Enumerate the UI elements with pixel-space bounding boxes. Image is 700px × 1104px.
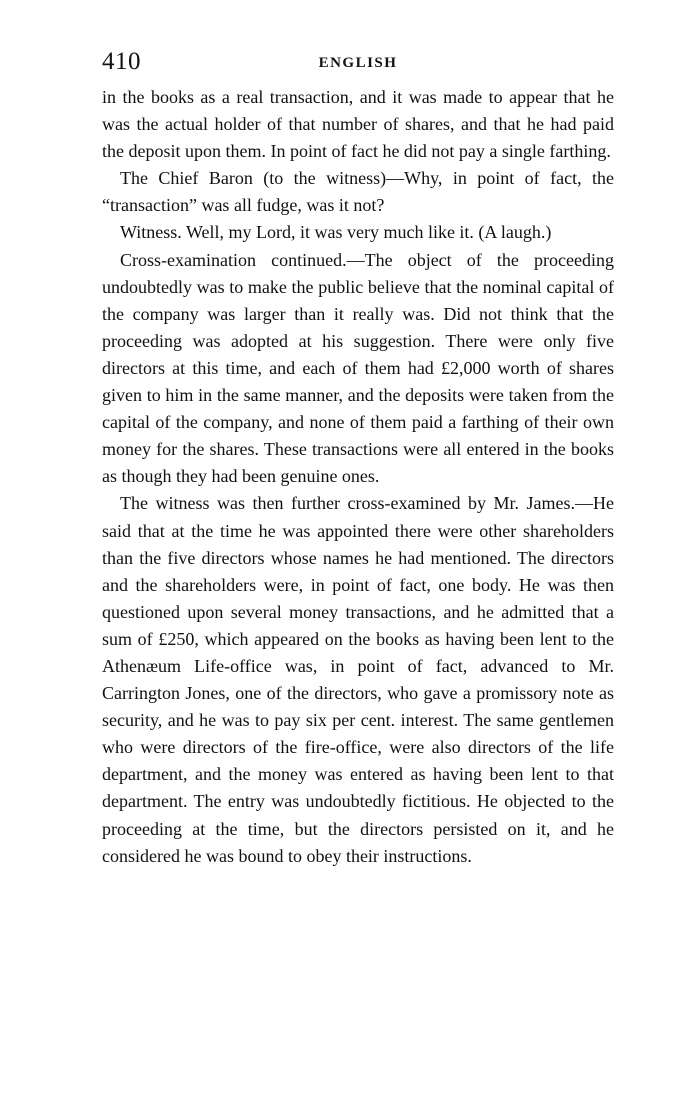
page-header [102, 44, 614, 84]
book-page [102, 44, 614, 870]
paragraph: Cross-examination continued.—The object of the proceeding undoubtedly was to make the public believe that the nominal capital of the company was larger than it really was. Did not think that the proceeding was adopted at his suggestion. There were only five directors at this time, and each of them had £2,000 worth of shares given to him in the same manner, and the deposits were taken from the capital of the company, and none of them paid a farthing of their own money for the shares. These transactions were all entered in the books as though they had been genuine ones. [102, 249, 614, 487]
running-head: ENGLISH [318, 55, 398, 71]
paragraph: Witness. Well, my Lord, it was very much like it. (A laugh.) [120, 222, 552, 243]
page-number: 410 [102, 48, 141, 75]
paragraph: in the books as a real transaction, and it was made to appear that he was the actual holder of that number of shares, and that he had paid the deposit upon them. In point of fact he did not pay a single farthing. [102, 87, 614, 162]
page-body [102, 84, 614, 870]
paragraph: The witness was then further cross-examined by Mr. James.—He said that at the time he was appointed there were other shareholders than the five directors whose names he had mentioned. The directors and the shareholders were, in point of fact, one body. He was then questioned upon several money transactions, and he admitted that a sum of £250, which appeared on the books as having been lent to the Athenæum Life-office was, in point of fact, advanced to Mr. Carrington Jones, one of the directors, who gave a promissory note as security, and he was to pay six per cent. interest. The same gentlemen who were directors of the fire-office, were also directors of the life department, and the money was entered as having been lent to that department. The entry was undoubtedly fictitious. He objected to the proceeding at the time, but the directors persisted on it, and he considered he was bound to obey their instructions. [102, 493, 614, 866]
paragraph: The Chief Baron (to the witness)—Why, in point of fact, the “transaction” was all fudge, was it not? [102, 168, 614, 216]
